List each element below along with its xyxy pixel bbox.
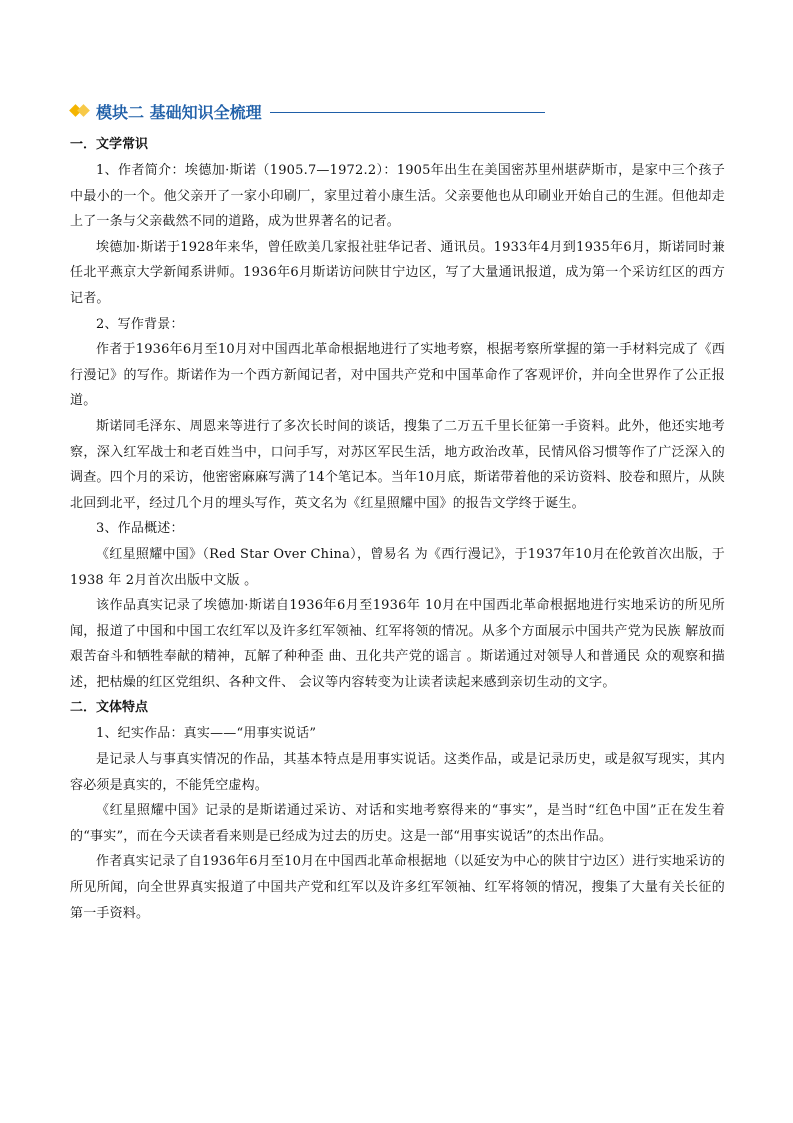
overview-paragraph-1: 《红星照耀中国》（Red Star Over China），曾易名 为《西行漫记》，于1937年10月在伦敦首次出版，于1938 年 2月首次出版中文版 。 [70,546,725,588]
heading-rule [270,112,545,113]
module-title: 模块二 基础知识全梳理 [96,102,262,122]
overview-paragraph-2: 该作品真实记录了埃德加·斯诺自1936年6月至1936年 10月在中国西北革命根据地进行实地采访的所见所 闻，报道了中国和中国工农红军以及许多红军领袖、红军将领的情况。从多个方面展示中国共产党为民族 解放而艰苦奋斗和牺牲奉献的精神，瓦解了种种歪 曲、丑化共产党的谣言 。斯诺通过对领导人和普通民 众的观察和描述，把枯燥的红区党组织、各种文件、 会议等内容转变为让读者读起来感到亲切生动的文字。 [70,598,725,690]
author-china-paragraph: 埃德加·斯诺于1928年来华，曾任欧美几家报社驻华记者、通讯员。1933年4月到1935年6月，斯诺同时兼任北平燕京大学新闻系讲师。1936年6月斯诺访问陕甘宁边区，写了大量通讯报道，成为第一个采访红区的西方记者。 [70,239,725,306]
background-label: 2、写作背景： [96,316,184,332]
genre-paragraph-1: 是记录人与事真实情况的作品，其基本特点是用事实说话。这类作品，或是记录历史，或是叙写现实，其内容必须是真实的，不能凭空虚构。 [70,752,725,793]
module-heading [70,96,725,126]
section-title-genre: 二．文体特点 [70,700,149,716]
genre-paragraph-2: 《红星照耀中国》记录的是斯诺通过采访、对话和实地考察得来的“事实”，是当时“红色中国”正在发生着的“事实”，而在今天读者看来则是已经成为过去的历史。这是一部“用事实说话”的杰出作品。 [70,803,725,844]
background-paragraph-2: 斯诺同毛泽东、周恩来等进行了多次长时间的谈话，搜集了二万五千里长征第一手资料。此外，他还实地考察，深入红军战士和老百姓当中，口问手写，对苏区军民生活，地方政治改革，民情风俗习惯等作了广泛深入的调查。四个月的采访，他密密麻麻写满了14个笔记本。当年10月底，斯诺带着他的采访资料、胶卷和照片，从陕北回到北平，经过几个月的埋头写作，英文名为《红星照耀中国》的报告文学终于诞生。 [70,418,725,511]
genre-paragraph-3: 作者真实记录了自1936年6月至10月在中国西北革命根据地（以延安为中心的陕甘宁边区）进行实地采访的所见所闻，向全世界真实报道了中国共产党和红军以及许多红军领袖、红军将领的情况，搜集了大量有关长征的第一手资料。 [70,854,725,921]
genre-label: 1、纪实作品：真实——“用事实说话” [96,726,317,742]
section-title-literature: 一．文学常识 [70,137,149,152]
document-page [70,96,725,926]
author-intro-paragraph: 1、作者简介：埃德加·斯诺（1905.7—1972.2）：1905年出生在美国密苏里州堪萨斯市，是家中三个孩子中最小的一个。他父亲开了一家小印刷厂，家里过着小康生活。父亲要他也从印刷业开始自己的生涯。但他却走上了一条与父亲截然不同的道路，成为世界著名的记者。 [70,163,725,230]
overview-label: 3、作品概述： [96,521,184,537]
diamond-bullet-icon [70,103,92,119]
background-paragraph-1: 作者于1936年6月至10月对中国西北革命根据地进行了实地考察，根据考察所掌握的第一手材料完成了《西行漫记》的写作。斯诺作为一个西方新闻记者，对中国共产党和中国革命作了客观评价，并向全世界作了公正报道。 [70,342,725,409]
